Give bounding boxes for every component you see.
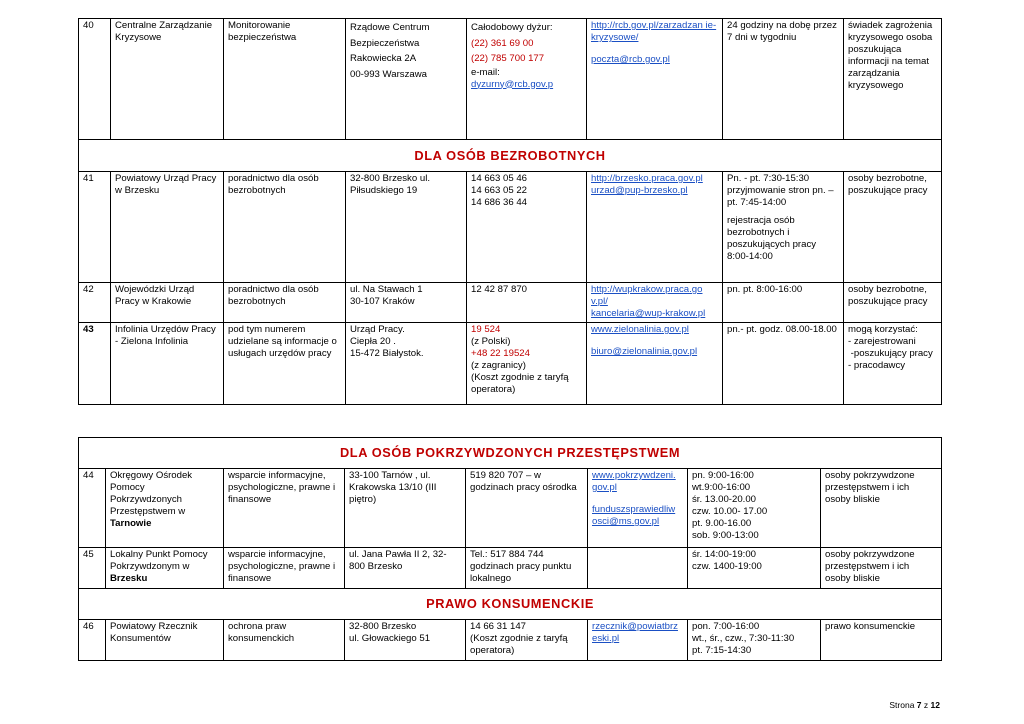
email-link[interactable]: biuro@zielonalinia.gov.pl: [591, 346, 698, 357]
target-group: prawo konsumenckie: [821, 620, 942, 661]
email-link[interactable]: rzecznik@powiatbrz eski.pl: [592, 621, 678, 644]
opening-hours: śr. 14:00-19:00 czw. 1400-19:00: [688, 548, 821, 589]
website-link[interactable]: www.pokrzywdzeni. gov.pl: [592, 470, 676, 493]
address: ul. Jana Pawła II 2, 32-800 Brzesko: [345, 548, 466, 589]
service-type: wsparcie informacyjne, psychologiczne, prawne i finansowe: [224, 469, 345, 548]
section-title: PRAWO KONSUMENCKIE: [79, 589, 942, 620]
phone: 519 820 707 – w godzinach pracy ośrodka: [466, 469, 588, 548]
section-title: DLA OSÓB POKRZYWDZONYCH PRZESTĘPSTWEM: [79, 438, 942, 469]
institution-name: Okręgowy Ośrodek Pomocy Pokrzywdzonych Przestępstwem w Tarnowie: [106, 469, 224, 548]
email-link[interactable]: funduszsprawiedliw osci@ms.gov.pl: [592, 504, 676, 527]
institution-name: Lokalny Punkt Pomocy Pokrzywdzonym w Brzesku: [106, 548, 224, 589]
opening-hours: 24 godziny na dobę przez 7 dni w tygodniu: [723, 19, 844, 140]
contact: Całodobowy dyżur: (22) 361 69 00 (22) 785 700 177 e-mail: dyzurny@rcb.gov.p: [467, 19, 587, 140]
address: Rządowe Centrum Bezpieczeństwa Rakowiecka 2A 00-993 Warszawa: [346, 19, 467, 140]
service-type: poradnictwo dla osób bezrobotnych: [224, 283, 346, 323]
opening-hours: Pn. - pt. 7:30-15:30 przyjmowanie stron pn. – pt. 7:45-14:00 rejestracja osób bezrobotnych i poszukujących pracy 8:00-14:00: [723, 172, 844, 283]
table-row: [79, 548, 942, 589]
row-number: 41: [79, 172, 111, 283]
service-type: wsparcie informacyjne, psychologiczne, prawne i finansowe: [224, 548, 345, 589]
email-link[interactable]: dyzurny@rcb.gov.p: [471, 78, 554, 90]
target-group: świadek zagrożenia kryzysowego osoba poszukująca informacji na temat zarządzania kryzysowego: [844, 19, 942, 140]
target-group: osoby pokrzywdzone przestępstwem i ich osoby bliskie: [821, 548, 942, 589]
service-type: poradnictwo dla osób bezrobotnych: [224, 172, 346, 283]
web-contact: [587, 323, 723, 405]
row-number: 46: [79, 620, 106, 661]
web-contact: [587, 19, 723, 140]
phones: 14 663 05 46 14 663 05 22 14 686 36 44: [467, 172, 587, 283]
web-contact: [587, 283, 723, 323]
institution-name: Infolinia Urzędów Pracy - Zielona Infolinia: [111, 323, 224, 405]
phone: 14 66 31 147 (Koszt zgodnie z taryfą operatora): [466, 620, 588, 661]
table-contacts-1: [78, 18, 942, 405]
page-number: Strona 7 z 12: [889, 700, 940, 710]
email-link[interactable]: urzad@pup-brzesko.pl: [591, 185, 688, 196]
row-number: 45: [79, 548, 106, 589]
table-row: [79, 172, 942, 283]
phone: Tel.: 517 884 744 godzinach pracy punktu lokalnego: [466, 548, 588, 589]
section-header: [79, 140, 942, 172]
web-contact: [587, 172, 723, 283]
website-link[interactable]: http://rcb.gov.pl/zarzadzan ie-kryzysowe/: [591, 20, 717, 43]
address: Urząd Pracy. Ciepła 20 . 15-472 Białystok.: [346, 323, 467, 405]
email-link[interactable]: kancelaria@wup-krakow.pl: [591, 308, 706, 319]
website-link[interactable]: http://wupkrakow.praca.go v.pl/: [591, 284, 703, 307]
service-type: Monitorowanie bezpieczeństwa: [224, 19, 346, 140]
service-type: pod tym numerem udzielane są informacje o usługach urzędów pracy: [224, 323, 346, 405]
section-header: [79, 438, 942, 469]
table-row: [79, 19, 942, 140]
target-group: osoby pokrzywdzone przestępstwem i ich osoby bliskie: [821, 469, 942, 548]
address: 33-100 Tarnów , ul. Krakowska 13/10 (III piętro): [345, 469, 466, 548]
row-number: 40: [79, 19, 111, 140]
table-contacts-2: [78, 437, 942, 661]
opening-hours: pn.- pt. godz. 08.00-18.00: [723, 323, 844, 405]
institution-name: Centralne Zarządzanie Kryzysowe: [111, 19, 224, 140]
address: ul. Na Stawach 1 30-107 Kraków: [346, 283, 467, 323]
web-contact: [588, 548, 688, 589]
web-contact: [588, 620, 688, 661]
email-link[interactable]: poczta@rcb.gov.pl: [591, 54, 670, 65]
address: 32-800 Brzesko ul. Głowackiego 51: [345, 620, 466, 661]
opening-hours: pn. 9:00-16:00 wt.9:00-16:00 śr. 13.00-20.00 czw. 10.00- 17.00 pt. 9.00-16.00 sob. 9:00-13:00: [688, 469, 821, 548]
website-link[interactable]: http://brzesko.praca.gov.pl: [591, 173, 703, 184]
opening-hours: pn. pt. 8:00-16:00: [723, 283, 844, 323]
table-row: [79, 283, 942, 323]
institution-name: Powiatowy Rzecznik Konsumentów: [106, 620, 224, 661]
institution-name: Powiatowy Urząd Pracy w Brzesku: [111, 172, 224, 283]
institution-name: Wojewódzki Urząd Pracy w Krakowie: [111, 283, 224, 323]
row-number: 44: [79, 469, 106, 548]
target-group: mogą korzystać: - zarejestrowani -poszukujący pracy - pracodawcy: [844, 323, 942, 405]
table-row: [79, 620, 942, 661]
phones: 19 524 (z Polski) +48 22 19524 (z zagranicy) (Koszt zgodnie z taryfą operatora): [467, 323, 587, 405]
table-row: [79, 323, 942, 405]
section-header: [79, 589, 942, 620]
section-title: DLA OSÓB BEZROBOTNYCH: [79, 140, 942, 172]
service-type: ochrona praw konsumenckich: [224, 620, 345, 661]
target-group: osoby bezrobotne, poszukujące pracy: [844, 172, 942, 283]
target-group: osoby bezrobotne, poszukujące pracy: [844, 283, 942, 323]
address: 32-800 Brzesko ul. Piłsudskiego 19: [346, 172, 467, 283]
website-link[interactable]: www.zielonalinia.gov.pl: [591, 324, 689, 335]
row-number: 43: [79, 323, 111, 405]
table-row: [79, 469, 942, 548]
row-number: 42: [79, 283, 111, 323]
web-contact: [588, 469, 688, 548]
phone: 12 42 87 870: [467, 283, 587, 323]
opening-hours: pon. 7:00-16:00 wt., śr., czw., 7:30-11:30 pt. 7:15-14:30: [688, 620, 821, 661]
